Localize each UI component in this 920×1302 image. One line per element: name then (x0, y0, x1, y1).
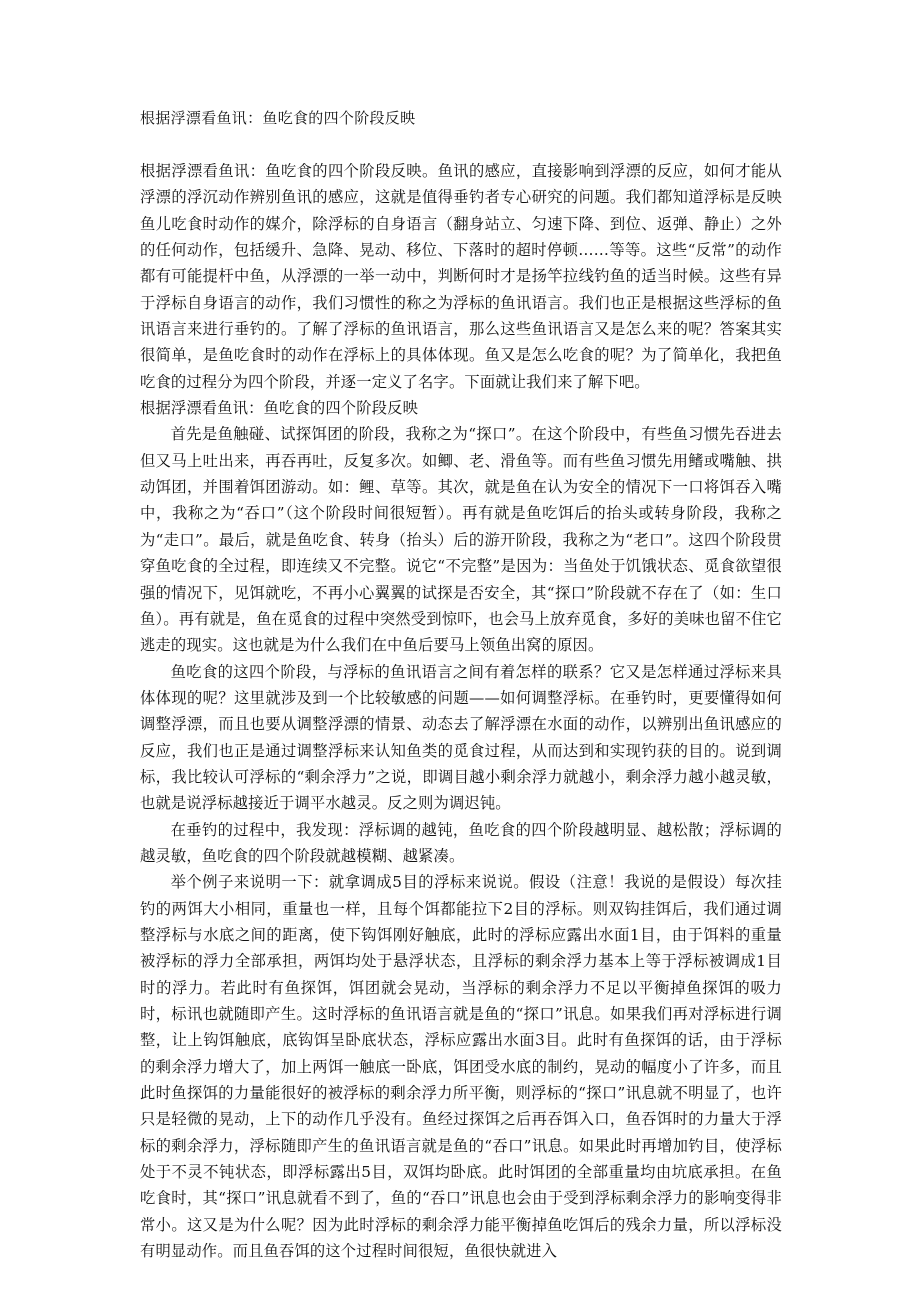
paragraph-float-adjustment: 鱼吃食的这四个阶段，与浮标的鱼讯语言之间有着怎样的联系？它又是怎样通过浮标来具体体现的呢？这里就涉及到一个比较敏感的问题——如何调整浮标。在垂钓时，更要懂得如何调整浮漂，而且也要从调整浮漂的情景、动态去了解浮漂在水面的动作，以辨别出鱼讯感应的反应，我们也正是通过调整浮标来认知鱼类的觅食过程，从而达到和实现钓获的目的。说到调标，我比较认可浮标的“剩余浮力”之说，即调目越小剩余浮力就越小，剩余浮力越小越灵敏，也就是说浮标越接近于调平水越灵。反之则为调迟钝。 (140, 662, 782, 813)
paragraph-four-stages: 首先是鱼触碰、试探饵团的阶段，我称之为“探口”。在这个阶段中，有些鱼习惯先吞进去但又马上吐出来，再吞再吐，反复多次。如鲫、老、滑鱼等。而有些鱼习惯先用鳍或嘴触、拱动饵团，并围着饵团游动。如：鲤、草等。其次，就是鱼在认为安全的情况下一口将饵吞入嘴中，我称之为“吞口”（这个阶段时间很短暂）。再有就是鱼吃饵后的抬头或转身阶段，我称之为“走口”。最后，就是鱼吃食、转身（抬头）后的游开阶段，我称之为“老口”。这四个阶段贯穿鱼吃食的全过程，即连续又不完整。说它“不完整”是因为：当鱼处于饥饿状态、觅食欲望很强的情况下，见饵就吃，不再小心翼翼的试探是否安全，其“探口”阶段就不存在了（如：生口鱼）。再有就是，鱼在觅食的过程中突然受到惊吓，也会马上放弃觅食，多好的美味也留不住它逃走的现实。这也就是为什么我们在中鱼后要马上领鱼出窝的原因。 (140, 425, 782, 655)
document-title: 根据浮漂看鱼讯：鱼吃食的四个阶段反映 (140, 109, 416, 127)
paragraph-subheading: 根据浮漂看鱼讯：鱼吃食的四个阶段反映 (140, 399, 419, 418)
paragraph-intro: 根据浮漂看鱼讯：鱼吃食的四个阶段反映。鱼讯的感应，直接影响到浮漂的反应，如何才能从浮漂的浮沉动作辨别鱼讯的感应，这就是值得垂钓者专心研究的问题。我们都知道浮标是反映鱼儿吃食时动作的媒介，除浮标的自身语言（翻身站立、匀速下降、到位、返弹、静止）之外的任何动作，包括缓升、急降、晃动、移位、下落时的超时停顿……等等。这些“反常”的动作都有可能提杆中鱼，从浮漂的一举一动中，判断何时才是扬竿拉线钓鱼的适当时候。这些有异于浮标自身语言的动作，我们习惯性的称之为浮标的鱼讯语言。我们也正是根据这些浮标的鱼讯语言来进行垂钓的。了解了浮标的鱼讯语言，那么这些鱼讯语言又是怎么来的呢？答案其实很简单，是鱼吃食时的动作在浮标上的具体体现。鱼又是怎么吃食的呢？为了简单化，我把鱼吃食的过程分为四个阶段，并逐一定义了名字。下面就让我们来了解下吧。 (140, 162, 782, 391)
paragraph-observation: 在垂钓的过程中，我发现：浮标调的越钝，鱼吃食的四个阶段越明显、越松散；浮标调的越灵敏，鱼吃食的四个阶段就越模糊、越紧凑。 (140, 820, 782, 865)
document-page (140, 108, 782, 1264)
paragraph-example: 举个例子来说明一下：就拿调成5目的浮标来说说。假设（注意！我说的是假设）每次挂钓的两饵大小相同，重量也一样，且每个饵都能拉下2目的浮标。则双钩挂饵后，我们通过调整浮标与水底之间的距离，使下钩饵刚好触底，此时的浮标应露出水面1目，由于饵料的重量被浮标的浮力全部承担，两饵均处于悬浮状态，且浮标的剩余浮力基本上等于浮标被调成1目时的浮力。若此时有鱼探饵，饵团就会晃动，当浮标的剩余浮力不足以平衡掉鱼探饵的吸力时，标讯也就随即产生。这时浮标的鱼讯语言就是鱼的“探口”讯息。如果我们再对浮标进行调整，让上钩饵触底，底钩饵呈卧底状态，浮标应露出水面3目。此时有鱼探饵的话，由于浮标的剩余浮力增大了，加上两饵一触底一卧底，饵团受水底的制约，晃动的幅度小了许多，而且此时鱼探饵的力量能很好的被浮标的剩余浮力所平衡，则浮标的“探口”讯息就不明显了，也许只是轻微的晃动，上下的动作几乎没有。鱼经过探饵之后再吞饵入口，鱼吞饵时的力量大于浮标的剩余浮力，浮标随即产生的鱼讯语言就是鱼的“吞口”讯息。如果此时再增加钓目，使浮标处于不灵不钝状态，即浮标露出5目，双饵均卧底。此时饵团的全部重量均由坑底承担。在鱼吃食时，其“探口”讯息就看不到了，鱼的“吞口”讯息也会由于受到浮标剩余浮力的影响变得非常小。这又是为什么呢？因为此时浮标的剩余浮力能平衡掉鱼吃饵后的残余力量，所以浮标没有明显动作。而且鱼吞饵的这个过程时间很短，鱼很快就进入 (140, 873, 782, 1261)
document-body (140, 158, 782, 1264)
